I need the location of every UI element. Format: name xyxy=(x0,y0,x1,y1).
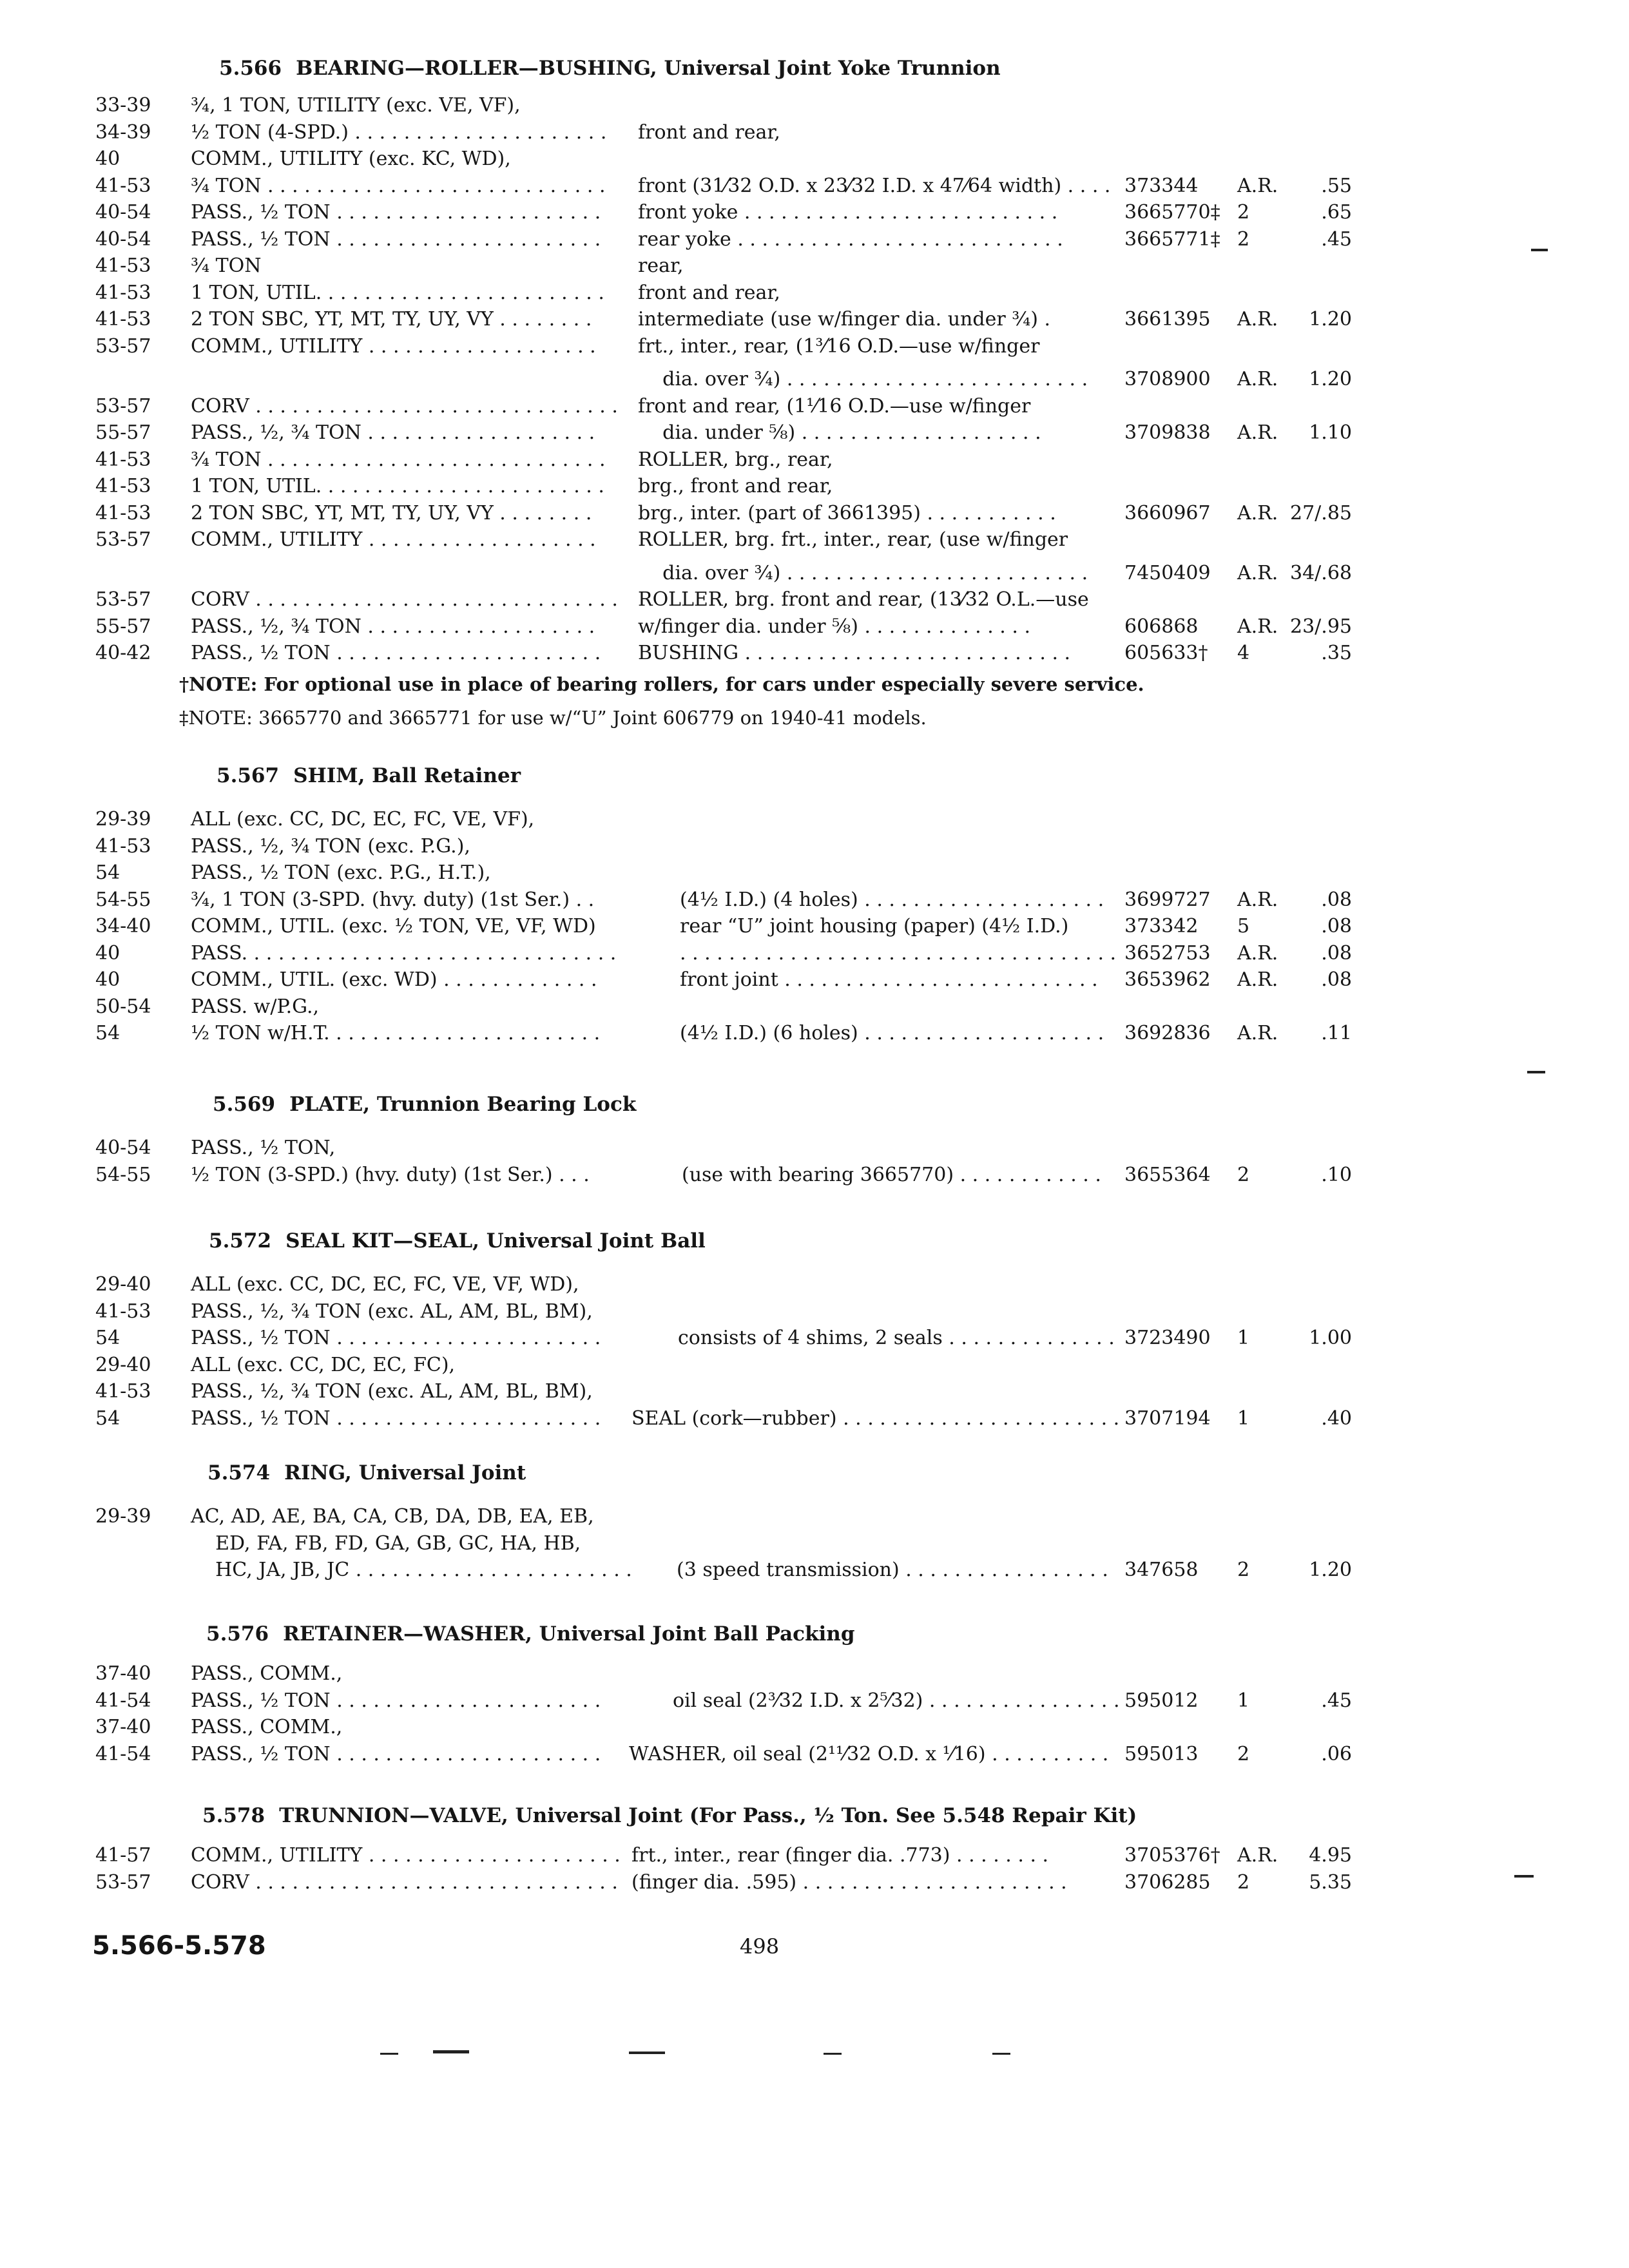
row-year: 53-57 xyxy=(95,394,151,418)
row-part-number: 605633† xyxy=(1124,642,1208,664)
row-year: 41-57 xyxy=(95,1844,151,1867)
row-quantity: A.R. xyxy=(1237,368,1278,390)
scan-mark xyxy=(992,2053,1010,2055)
row-model: PASS., ½, ¾ TON . . . . . . . . . . . . . . . . . . . xyxy=(191,615,595,638)
section-note: ‡NOTE: 3665770 and 3665771 for use w/“U” Joint 606779 on 1940-41 models. xyxy=(179,707,927,729)
row-model: PASS., ½, ¾ TON (exc. AL, AM, BL, BM), xyxy=(191,1380,593,1403)
row-model: ¾ TON . . . . . . . . . . . . . . . . . . . . . . . . . . . . xyxy=(191,174,606,197)
row-part-number: 3661395 xyxy=(1124,308,1211,331)
row-year: 41-53 xyxy=(95,448,151,471)
row-model: ALL (exc. CC, DC, EC, FC), xyxy=(191,1353,456,1376)
row-model: ALL (exc. CC, DC, EC, FC, VE, VF), xyxy=(191,808,535,831)
part-row xyxy=(0,1841,1629,1870)
row-year: 54 xyxy=(95,1407,120,1430)
row-description: dia. under ⅝) . . . . . . . . . . . . . . . . . . . . xyxy=(638,421,1041,444)
row-model: PASS. w/P.G., xyxy=(191,995,320,1018)
row-year: 41-53 xyxy=(95,834,151,858)
section-header xyxy=(206,1620,855,1648)
row-year: 40 xyxy=(95,968,120,991)
row-quantity: A.R. xyxy=(1237,501,1278,524)
row-description: front and rear, xyxy=(638,281,780,304)
row-year: 41-53 xyxy=(95,281,151,304)
section-title: RETAINER—WASHER, Universal Joint Ball Packing xyxy=(283,1622,855,1646)
row-description: rear “U” joint housing (paper) (4½ I.D.) xyxy=(680,915,1069,937)
section-header xyxy=(213,1090,636,1119)
part-row xyxy=(0,1324,1629,1352)
part-row xyxy=(0,91,1629,120)
row-part-number: 595013 xyxy=(1124,1742,1199,1765)
row-description: brg., front and rear, xyxy=(638,475,833,497)
row-year: 41-53 xyxy=(95,308,151,331)
section-title: SHIM, Ball Retainer xyxy=(293,764,521,787)
footer-page-number: 498 xyxy=(740,1934,780,1959)
row-year: 29-40 xyxy=(95,1273,151,1296)
row-model: PASS., ½, ¾ TON . . . . . . . . . . . . . . . . . . . xyxy=(191,421,595,444)
row-description: dia. over ¾) . . . . . . . . . . . . . . . . . . . . . . . . . xyxy=(638,561,1088,584)
row-price: .08 xyxy=(1321,915,1352,937)
row-model: PASS., ½ TON . . . . . . . . . . . . . . . . . . . . . . xyxy=(191,1407,601,1430)
section-number: 5.566 xyxy=(219,57,282,80)
row-model: 2 TON SBC, YT, MT, TY, UY, VY . . . . . . . . xyxy=(191,501,592,524)
row-year: 41-53 xyxy=(95,255,151,277)
row-part-number: 3708900 xyxy=(1124,368,1211,390)
row-quantity: 4 xyxy=(1237,642,1250,664)
part-row xyxy=(0,586,1629,614)
row-model: 1 TON, UTIL. . . . . . . . . . . . . . . . . . . . . . . . xyxy=(191,281,604,304)
row-model: CORV . . . . . . . . . . . . . . . . . . . . . . . . . . . . . . xyxy=(191,394,618,418)
row-quantity: A.R. xyxy=(1237,1022,1278,1044)
row-part-number: 3653962 xyxy=(1124,968,1211,991)
row-part-number: 3709838 xyxy=(1124,421,1211,444)
part-row xyxy=(0,805,1629,834)
section-header xyxy=(207,1459,526,1487)
section-title: RING, Universal Joint xyxy=(284,1461,526,1485)
row-model: HC, JA, JB, JC . . . . . . . . . . . . . . . . . . . . . . . xyxy=(191,1559,632,1581)
row-price: 1.00 xyxy=(1309,1327,1352,1349)
row-quantity: 2 xyxy=(1237,201,1250,224)
row-price: .55 xyxy=(1321,174,1352,197)
row-description: w/finger dia. under ⅝) . . . . . . . . . . . . . . xyxy=(638,615,1030,638)
row-price: .65 xyxy=(1321,201,1352,224)
section-number: 5.576 xyxy=(206,1622,269,1646)
row-part-number: 373342 xyxy=(1124,915,1199,937)
part-row xyxy=(0,172,1629,200)
row-model: ¾, 1 TON, UTILITY (exc. VE, VF), xyxy=(191,94,521,117)
row-year: 54-55 xyxy=(95,1163,151,1186)
section-note: †NOTE: For optional use in place of bearing rollers, for cars under especially severe service. xyxy=(179,673,1144,695)
row-quantity: 2 xyxy=(1237,1870,1250,1894)
row-year: 34-40 xyxy=(95,915,151,937)
row-year: 40-42 xyxy=(95,642,151,664)
row-price: .08 xyxy=(1321,888,1352,911)
row-year: 55-57 xyxy=(95,615,151,638)
row-year: 53-57 xyxy=(95,1870,151,1894)
part-row xyxy=(0,1134,1629,1162)
row-quantity: A.R. xyxy=(1237,1844,1278,1867)
row-part-number: 3707194 xyxy=(1124,1407,1211,1430)
row-model: 1 TON, UTIL. . . . . . . . . . . . . . . . . . . . . . . . xyxy=(191,475,604,497)
row-price: 27/.85 xyxy=(1290,501,1352,524)
section-title: TRUNNION—VALVE, Universal Joint (For Pass., ½ Ton. See 5.548 Repair Kit) xyxy=(279,1804,1137,1827)
row-model: COMM., UTIL. (exc. WD) . . . . . . . . . . . . . xyxy=(191,968,597,991)
row-quantity: 1 xyxy=(1237,1407,1250,1430)
row-model: ED, FA, FB, FD, GA, GB, GC, HA, HB, xyxy=(191,1532,581,1555)
row-year: 54 xyxy=(95,1022,120,1044)
row-year: 54 xyxy=(95,1327,120,1349)
row-year: 37-40 xyxy=(95,1662,151,1685)
part-row xyxy=(0,392,1629,421)
row-model: PASS., COMM., xyxy=(191,1662,343,1685)
row-quantity: A.R. xyxy=(1237,308,1278,331)
footer-section-range: 5.566-5.578 xyxy=(92,1931,266,1961)
scan-mark xyxy=(1531,249,1548,251)
part-row xyxy=(0,1713,1629,1742)
section-header xyxy=(217,762,521,790)
scan-mark xyxy=(380,2053,398,2055)
row-price: .08 xyxy=(1321,941,1352,965)
row-price: 1.20 xyxy=(1309,368,1352,390)
row-description: brg., inter. (part of 3661395) . . . . . . . . . . . xyxy=(638,501,1056,524)
part-row xyxy=(0,226,1629,254)
row-year: 40-54 xyxy=(95,227,151,251)
row-quantity: 5 xyxy=(1237,915,1250,937)
row-year: 41-54 xyxy=(95,1742,151,1765)
part-row xyxy=(0,305,1629,334)
part-row xyxy=(0,279,1629,307)
part-row xyxy=(0,1405,1629,1433)
row-year: 40-54 xyxy=(95,1137,151,1159)
row-year: 53-57 xyxy=(95,528,151,551)
row-model: PASS. . . . . . . . . . . . . . . . . . . . . . . . . . . . . . . xyxy=(191,941,617,965)
row-description: ROLLER, brg. frt., inter., rear, (use w/finger xyxy=(638,528,1068,551)
row-description: BUSHING . . . . . . . . . . . . . . . . . . . . . . . . . . . xyxy=(638,642,1071,664)
row-price: 4.95 xyxy=(1309,1844,1352,1867)
row-part-number: 373344 xyxy=(1124,174,1199,197)
row-model: PASS., ½ TON, xyxy=(191,1137,336,1159)
row-quantity: 2 xyxy=(1237,1559,1250,1581)
row-year: 55-57 xyxy=(95,421,151,444)
row-year: 53-57 xyxy=(95,334,151,358)
row-model: COMM., UTILITY (exc. KC, WD), xyxy=(191,148,511,170)
part-row xyxy=(0,613,1629,641)
part-row xyxy=(0,886,1629,914)
scan-mark xyxy=(1514,1875,1534,1878)
part-row xyxy=(0,332,1629,361)
row-model: ¾, 1 TON (3-SPD. (hvy. duty) (1st Ser.) . . xyxy=(191,888,595,911)
part-row xyxy=(0,639,1629,668)
part-row xyxy=(0,446,1629,474)
row-part-number: 3665770‡ xyxy=(1124,201,1220,224)
row-model: PASS., COMM., xyxy=(191,1716,343,1738)
part-row xyxy=(0,252,1629,280)
row-quantity: A.R. xyxy=(1237,561,1278,584)
row-year: 41-53 xyxy=(95,174,151,197)
row-quantity: A.R. xyxy=(1237,421,1278,444)
row-model: AC, AD, AE, BA, CA, CB, DA, DB, EA, EB, xyxy=(191,1505,594,1528)
row-quantity: 2 xyxy=(1237,227,1250,251)
row-model: CORV . . . . . . . . . . . . . . . . . . . . . . . . . . . . . . xyxy=(191,1870,618,1894)
section-number: 5.578 xyxy=(202,1804,265,1827)
row-price: 5.35 xyxy=(1309,1870,1352,1894)
row-quantity: A.R. xyxy=(1237,968,1278,991)
row-part-number: 3665771‡ xyxy=(1124,227,1220,251)
row-quantity: A.R. xyxy=(1237,174,1278,197)
row-model: PASS., ½ TON . . . . . . . . . . . . . . . . . . . . . . xyxy=(191,201,601,224)
row-price: .40 xyxy=(1321,1407,1352,1430)
row-quantity: 1 xyxy=(1237,1689,1250,1712)
row-model: COMM., UTILITY . . . . . . . . . . . . . . . . . . . xyxy=(191,528,596,551)
part-row xyxy=(0,1556,1629,1584)
row-year: 29-39 xyxy=(95,808,151,831)
row-year: 41-53 xyxy=(95,475,151,497)
row-model: ¾ TON xyxy=(191,255,262,277)
section-title: PLATE, Trunnion Bearing Lock xyxy=(289,1093,637,1116)
scan-mark xyxy=(629,2052,665,2054)
part-row xyxy=(0,993,1629,1021)
row-description: ROLLER, brg. front and rear, (13⁄32 O.L.—use xyxy=(638,588,1089,611)
part-row xyxy=(0,419,1629,447)
row-year: 41-53 xyxy=(95,1300,151,1323)
section-number: 5.567 xyxy=(217,764,280,787)
row-year: 34-39 xyxy=(95,120,151,144)
row-description: (use with bearing 3665770) . . . . . . . . . . . . xyxy=(682,1163,1101,1186)
row-model: PASS., ½, ¾ TON (exc. AL, AM, BL, BM), xyxy=(191,1300,593,1323)
part-row xyxy=(0,1019,1629,1048)
row-model: ¾ TON . . . . . . . . . . . . . . . . . . . . . . . . . . . . xyxy=(191,448,606,471)
row-price: .11 xyxy=(1321,1022,1352,1044)
row-year: 37-40 xyxy=(95,1716,151,1738)
row-description: intermediate (use w/finger dia. under ¾) . xyxy=(638,308,1051,331)
part-row xyxy=(0,1161,1629,1189)
row-price: .35 xyxy=(1321,642,1352,664)
part-row xyxy=(0,1503,1629,1531)
row-year: 33-39 xyxy=(95,94,151,117)
row-description: front joint . . . . . . . . . . . . . . . . . . . . . . . . . . xyxy=(680,968,1098,991)
row-model: ½ TON (4-SPD.) . . . . . . . . . . . . . . . . . . . . . xyxy=(191,120,607,144)
row-quantity: A.R. xyxy=(1237,615,1278,638)
row-model: PASS., ½ TON . . . . . . . . . . . . . . . . . . . . . . xyxy=(191,642,601,664)
row-year: 54-55 xyxy=(95,888,151,911)
row-year: 54 xyxy=(95,861,120,884)
part-row xyxy=(0,559,1629,588)
row-year: 29-40 xyxy=(95,1353,151,1376)
part-row xyxy=(0,912,1629,941)
row-quantity: 2 xyxy=(1237,1163,1250,1186)
row-model: 2 TON SBC, YT, MT, TY, UY, VY . . . . . . . . xyxy=(191,308,592,331)
part-row xyxy=(0,472,1629,501)
row-part-number: 3692836 xyxy=(1124,1022,1211,1044)
row-quantity: A.R. xyxy=(1237,941,1278,965)
part-row xyxy=(0,939,1629,968)
section-number: 5.569 xyxy=(213,1093,276,1116)
row-price: 34/.68 xyxy=(1290,561,1352,584)
row-model: PASS., ½ TON (exc. P.G., H.T.), xyxy=(191,861,491,884)
row-price: .10 xyxy=(1321,1163,1352,1186)
part-row xyxy=(0,1271,1629,1299)
part-row xyxy=(0,1869,1629,1897)
row-model: PASS., ½ TON . . . . . . . . . . . . . . . . . . . . . . xyxy=(191,1327,601,1349)
row-model: ALL (exc. CC, DC, EC, FC, VE, VF, WD), xyxy=(191,1273,579,1296)
section-header xyxy=(202,1802,1137,1830)
row-model: ½ TON w/H.T. . . . . . . . . . . . . . . . . . . . . . . xyxy=(191,1022,601,1044)
row-quantity: A.R. xyxy=(1237,888,1278,911)
row-description: front yoke . . . . . . . . . . . . . . . . . . . . . . . . . . xyxy=(638,201,1058,224)
row-year: 29-39 xyxy=(95,1505,151,1528)
row-model: CORV . . . . . . . . . . . . . . . . . . . . . . . . . . . . . . xyxy=(191,588,618,611)
part-row xyxy=(0,859,1629,887)
row-description: (4½ I.D.) (6 holes) . . . . . . . . . . . . . . . . . . . . xyxy=(680,1022,1104,1044)
row-part-number: 595012 xyxy=(1124,1689,1199,1712)
part-row xyxy=(0,1660,1629,1688)
row-description: front and rear, xyxy=(638,120,780,144)
row-model: PASS., ½ TON . . . . . . . . . . . . . . . . . . . . . . xyxy=(191,1742,601,1765)
row-part-number: 3652753 xyxy=(1124,941,1211,965)
row-price: .06 xyxy=(1321,1742,1352,1765)
row-year: 41-53 xyxy=(95,501,151,524)
row-price: .45 xyxy=(1321,1689,1352,1712)
section-title: BEARING—ROLLER—BUSHING, Universal Joint Yoke Trunnion xyxy=(296,57,1001,80)
row-part-number: 347658 xyxy=(1124,1559,1199,1581)
row-description: ROLLER, brg., rear, xyxy=(638,448,833,471)
row-model: COMM., UTIL. (exc. ½ TON, VE, VF, WD) xyxy=(191,915,596,937)
section-title: SEAL KIT—SEAL, Universal Joint Ball xyxy=(285,1229,706,1253)
row-price: 1.20 xyxy=(1309,308,1352,331)
row-description: (4½ I.D.) (4 holes) . . . . . . . . . . . . . . . . . . . . xyxy=(680,888,1104,911)
part-row xyxy=(0,119,1629,147)
row-description: SEAL (cork—rubber) . . . . . . . . . . . . . . . . . . . . . . . xyxy=(631,1407,1120,1430)
row-part-number: 3723490 xyxy=(1124,1327,1211,1349)
section-header xyxy=(209,1227,706,1255)
row-description: dia. over ¾) . . . . . . . . . . . . . . . . . . . . . . . . . xyxy=(638,368,1088,390)
row-year: 41-53 xyxy=(95,1380,151,1403)
scan-mark xyxy=(1527,1071,1545,1073)
row-price: .45 xyxy=(1321,227,1352,251)
part-row xyxy=(0,499,1629,528)
row-description: consists of 4 shims, 2 seals . . . . . . . . . . . . . . xyxy=(678,1327,1115,1349)
part-row xyxy=(0,966,1629,994)
row-part-number: 3655364 xyxy=(1124,1163,1211,1186)
part-row xyxy=(0,1378,1629,1406)
row-price: 1.20 xyxy=(1309,1559,1352,1581)
part-row xyxy=(0,1298,1629,1326)
section-number: 5.572 xyxy=(209,1229,272,1253)
row-description: rear, xyxy=(638,255,684,277)
row-price: 1.10 xyxy=(1309,421,1352,444)
row-model: PASS., ½, ¾ TON (exc. P.G.), xyxy=(191,834,470,858)
row-description: frt., inter., rear (finger dia. .773) . . . . . . . . xyxy=(631,1844,1049,1867)
part-row xyxy=(0,526,1629,554)
row-model: COMM., UTILITY . . . . . . . . . . . . . . . . . . . xyxy=(191,334,596,358)
row-description: frt., inter., rear, (1³⁄16 O.D.—use w/finger xyxy=(638,334,1040,358)
row-year: 53-57 xyxy=(95,588,151,611)
part-row xyxy=(0,832,1629,861)
section-number: 5.574 xyxy=(207,1461,271,1485)
row-year: 40-54 xyxy=(95,201,151,224)
row-model: PASS., ½ TON . . . . . . . . . . . . . . . . . . . . . . xyxy=(191,1689,601,1712)
row-year: 50-54 xyxy=(95,995,151,1018)
row-model: COMM., UTILITY . . . . . . . . . . . . . . . . . . . . . xyxy=(191,1844,621,1867)
row-description: oil seal (2³⁄32 I.D. x 2⁵⁄32) . . . . . . . . . . . . . . . . xyxy=(673,1689,1120,1712)
row-part-number: 3706285 xyxy=(1124,1870,1211,1894)
scan-mark xyxy=(824,2053,842,2055)
section-header xyxy=(219,54,1001,82)
row-year: 40 xyxy=(95,148,120,170)
row-description: front (31⁄32 O.D. x 23⁄32 I.D. x 47⁄64 width) . . . . xyxy=(638,174,1111,197)
part-row xyxy=(0,365,1629,394)
row-description: (3 speed transmission) . . . . . . . . . . . . . . . . . xyxy=(677,1559,1108,1581)
row-part-number: 7450409 xyxy=(1124,561,1211,584)
row-part-number: 606868 xyxy=(1124,615,1199,638)
scan-mark xyxy=(433,2050,469,2053)
row-quantity: 2 xyxy=(1237,1742,1250,1765)
row-description: WASHER, oil seal (2¹¹⁄32 O.D. x ¹⁄16) . . . . . . . . . . xyxy=(629,1742,1109,1765)
part-row xyxy=(0,1740,1629,1769)
row-description: front and rear, (1¹⁄16 O.D.—use w/finger xyxy=(638,394,1031,418)
row-year: 41-54 xyxy=(95,1689,151,1712)
part-row xyxy=(0,145,1629,173)
row-part-number: 3660967 xyxy=(1124,501,1211,524)
part-row xyxy=(0,1530,1629,1558)
row-description: . . . . . . . . . . . . . . . . . . . . . . . . . . . . . . . . . . . . xyxy=(680,941,1117,965)
row-year: 40 xyxy=(95,941,120,965)
row-model: PASS., ½ TON . . . . . . . . . . . . . . . . . . . . . . xyxy=(191,227,601,251)
part-row xyxy=(0,1687,1629,1715)
row-part-number: 3699727 xyxy=(1124,888,1211,911)
row-quantity: 1 xyxy=(1237,1327,1250,1349)
row-price: 23/.95 xyxy=(1290,615,1352,638)
part-row xyxy=(0,1351,1629,1379)
part-row xyxy=(0,198,1629,227)
row-description: rear yoke . . . . . . . . . . . . . . . . . . . . . . . . . . . xyxy=(638,227,1063,251)
row-model: ½ TON (3-SPD.) (hvy. duty) (1st Ser.) . . . xyxy=(191,1163,590,1186)
row-description: (finger dia. .595) . . . . . . . . . . . . . . . . . . . . . . xyxy=(631,1870,1067,1894)
row-part-number: 3705376† xyxy=(1124,1844,1220,1867)
row-price: .08 xyxy=(1321,968,1352,991)
